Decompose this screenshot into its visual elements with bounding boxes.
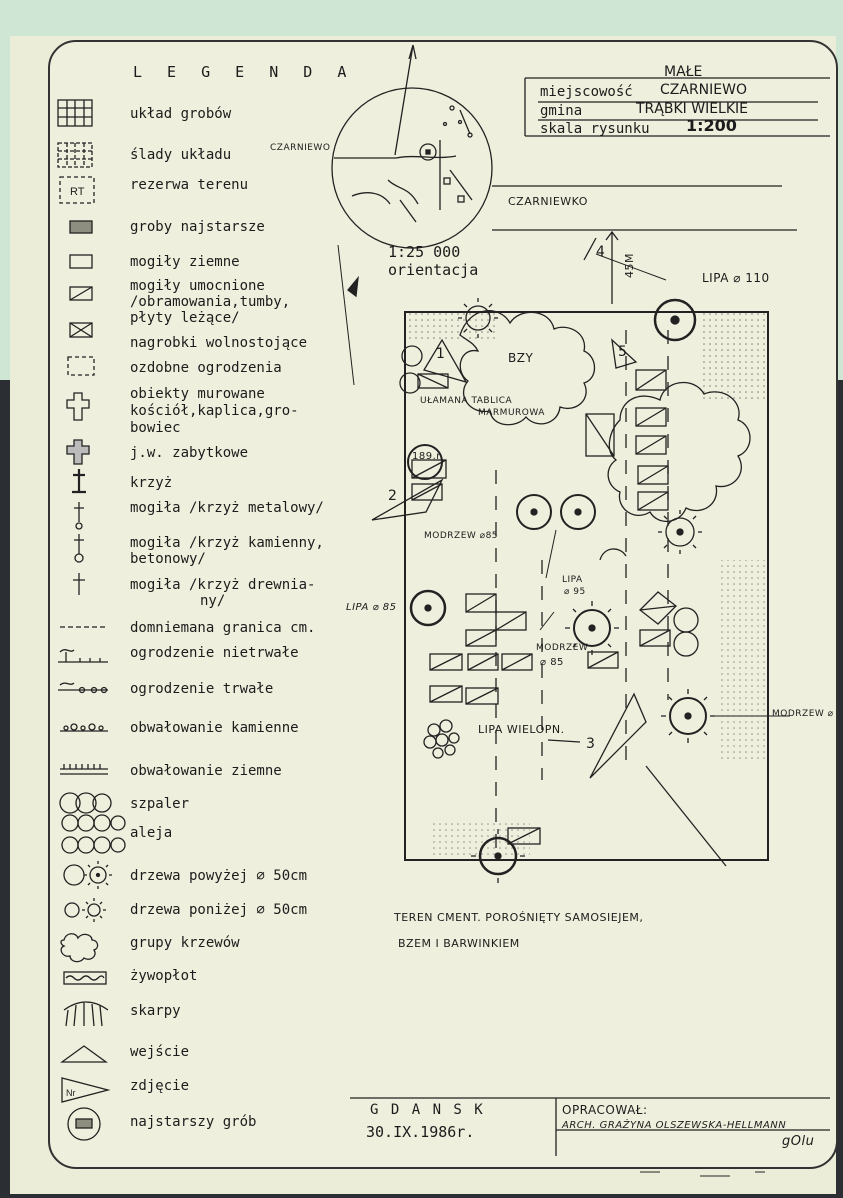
footer-date: 30.IX.1986r.	[366, 1123, 475, 1141]
church-icon	[67, 393, 89, 420]
legend-label: drzewa poniżej ⌀ 50cm	[130, 902, 308, 918]
legend-label: betonowy/	[130, 551, 206, 567]
legend-label: mogiła /krzyż metalowy/	[130, 500, 324, 516]
commune-value: TRĄBKI WIELKIE	[636, 101, 748, 117]
broken-grid-icon	[58, 143, 92, 167]
stone-wall-icon	[60, 724, 108, 731]
legend-label: obwałowanie ziemne	[130, 763, 282, 779]
orientation-scale: 1:25 000	[388, 243, 461, 261]
metal-cross-icon	[74, 502, 84, 529]
legend-label: ogrodzenie nietrwałe	[130, 645, 299, 661]
slash-rect-icon	[70, 287, 92, 300]
legend-label: aleja	[130, 825, 173, 841]
site-note-1: TEREN CMENT. POROŚNIĘTY SAMOSIEJEM,	[394, 911, 644, 924]
alley-icon	[62, 815, 125, 853]
svg-text:RT: RT	[70, 186, 85, 198]
grid-icon	[58, 100, 92, 126]
shrub-group	[608, 383, 750, 522]
photo-number: 2	[388, 488, 397, 504]
legend-label: zdjęcie	[130, 1078, 190, 1094]
legend-label: wejście	[130, 1044, 190, 1060]
legend-label: obiekty murowane	[130, 386, 265, 402]
distance-arrow	[584, 232, 618, 304]
legend-label: ozdobne ogrodzenia	[130, 360, 282, 376]
grave-headstones	[412, 370, 676, 844]
legend-label: szpaler	[130, 796, 190, 812]
locality-label: miejscowość	[540, 84, 633, 100]
rect-icon	[70, 255, 92, 268]
slope-icon	[64, 1002, 108, 1026]
scale-label: skala rysunku	[540, 121, 650, 137]
lipa-95-label-1: LIPA	[562, 575, 583, 585]
lipa-85-label: LIPA ⌀ 85	[346, 602, 397, 613]
legend-label: obwałowanie kamienne	[130, 720, 299, 736]
legend-label: bowiec	[130, 420, 181, 436]
tree-lipa-95	[561, 495, 595, 529]
modrzew-edge-label: MODRZEW ⌀	[772, 709, 834, 719]
espalier-icon	[60, 793, 111, 813]
legend-label: krzyż	[130, 475, 173, 491]
lipa-95-label-2: ⌀ 95	[564, 587, 586, 597]
legend-label: żywopłot	[130, 968, 198, 984]
photo-marker-1	[424, 340, 466, 382]
filled-rect-icon	[70, 221, 92, 233]
temp-fence-icon	[58, 650, 108, 662]
entrance-icon	[62, 1046, 106, 1062]
legend-label: mogiły umocnione	[130, 278, 265, 294]
large-tree-icon	[64, 861, 112, 889]
bzy-label: BZY	[508, 351, 534, 365]
legend-label: najstarszy grób	[130, 1114, 257, 1130]
author-name: ARCH. GRAŻYNA OLSZEWSKA-HELLMANN	[562, 1120, 787, 1131]
tablica-label-1: UŁAMANA TABLICA	[420, 396, 513, 406]
perm-fence-icon	[58, 683, 108, 693]
photo-marker-2	[372, 480, 442, 520]
orientation-town: CZARNIEWO	[270, 143, 331, 153]
wooden-cross-icon	[73, 573, 85, 595]
site-note-2: BZEM I BARWINKIEM	[398, 937, 520, 950]
legend-label: ny/	[200, 593, 226, 609]
legend-label: domniemana granica cm.	[130, 620, 316, 636]
signature: gOlu	[782, 1134, 815, 1149]
road-label: CZARNIEWKO	[508, 195, 588, 208]
legend-label: j.w. zabytkowe	[130, 445, 249, 461]
legend-label: płyty leżące/	[130, 310, 240, 326]
photo-number: 1	[436, 346, 445, 362]
north-arrow-icon	[395, 45, 416, 155]
tablica-label-2: MARMUROWA	[478, 408, 545, 418]
stone-cross-icon	[74, 534, 84, 562]
svg-text:Nr: Nr	[66, 1088, 76, 1098]
legend-label: ogrodzenie trwałe	[130, 681, 274, 697]
orientation-label: orientacja	[388, 261, 479, 279]
x-rect-icon	[70, 323, 92, 337]
footer-city: G D A N S K	[370, 1102, 485, 1118]
legend-label: groby najstarsze	[130, 219, 265, 235]
small-tree-icon	[65, 898, 106, 922]
legend-label: mogiła /krzyż drewnia-	[130, 577, 316, 593]
scale-value: 1:200	[686, 116, 737, 135]
shrub-icon	[61, 934, 98, 962]
legend-label: drzewa powyżej ⌀ 50cm	[130, 868, 308, 884]
photo-marker-3	[590, 694, 646, 778]
tree-modrzew-85	[517, 495, 551, 529]
cross-icon	[72, 469, 86, 492]
hedge-icon	[64, 972, 106, 984]
legend-label: ślady układu	[130, 147, 232, 163]
commune-label: gmina	[540, 103, 583, 119]
lipa-110-label: LIPA ⌀ 110	[702, 271, 770, 285]
legend-label: nagrobki wolnostojące	[130, 335, 308, 351]
legend-label: /obramowania,tumby,	[130, 294, 291, 310]
legend-label: kościół,kaplica,gro-	[130, 403, 299, 419]
locality-value: CZARNIEWO	[660, 82, 747, 98]
legend-label: grupy krzewów	[130, 935, 240, 951]
legend-title: L E G E N D A	[133, 63, 355, 81]
modrzew-85b-label-1: MODRZEW	[536, 643, 589, 653]
prepared-label: OPRACOWAŁ:	[562, 1103, 648, 1117]
photo-icon	[62, 1078, 108, 1102]
orientation-map	[332, 88, 492, 248]
photo-number: 5	[618, 344, 627, 360]
church-hatched-icon	[67, 440, 89, 464]
legend-label: mogiła /krzyż kamienny,	[130, 535, 324, 551]
photo-number: 3	[586, 736, 595, 752]
scale-marker	[338, 245, 354, 385]
locality-name-handwritten: MAŁE	[664, 64, 703, 80]
legend-label: skarpy	[130, 1003, 181, 1019]
modrzew-85-label: MODRZEW ⌀85	[424, 531, 499, 541]
lipa-wielopn-label: LIPA WIELOPN.	[478, 723, 565, 736]
tree-lipa-110	[655, 300, 695, 340]
dashed-rect-icon	[68, 357, 94, 375]
earth-wall-icon	[60, 764, 108, 774]
reserve-icon	[60, 177, 94, 203]
tree-lipa-85	[411, 591, 445, 625]
tree-lipa-wielopn	[424, 720, 459, 758]
legend-label: mogiły ziemne	[130, 254, 240, 270]
oldest-grave-icon	[68, 1108, 100, 1140]
legend-label: układ grobów	[130, 106, 232, 122]
distance-label: 45M	[623, 253, 636, 278]
grave-189-label: 189.r	[412, 451, 441, 462]
legend-label: rezerwa terenu	[130, 177, 249, 193]
modrzew-85b-label-2: ⌀ 85	[540, 657, 564, 668]
photo-number: 4	[596, 244, 605, 260]
